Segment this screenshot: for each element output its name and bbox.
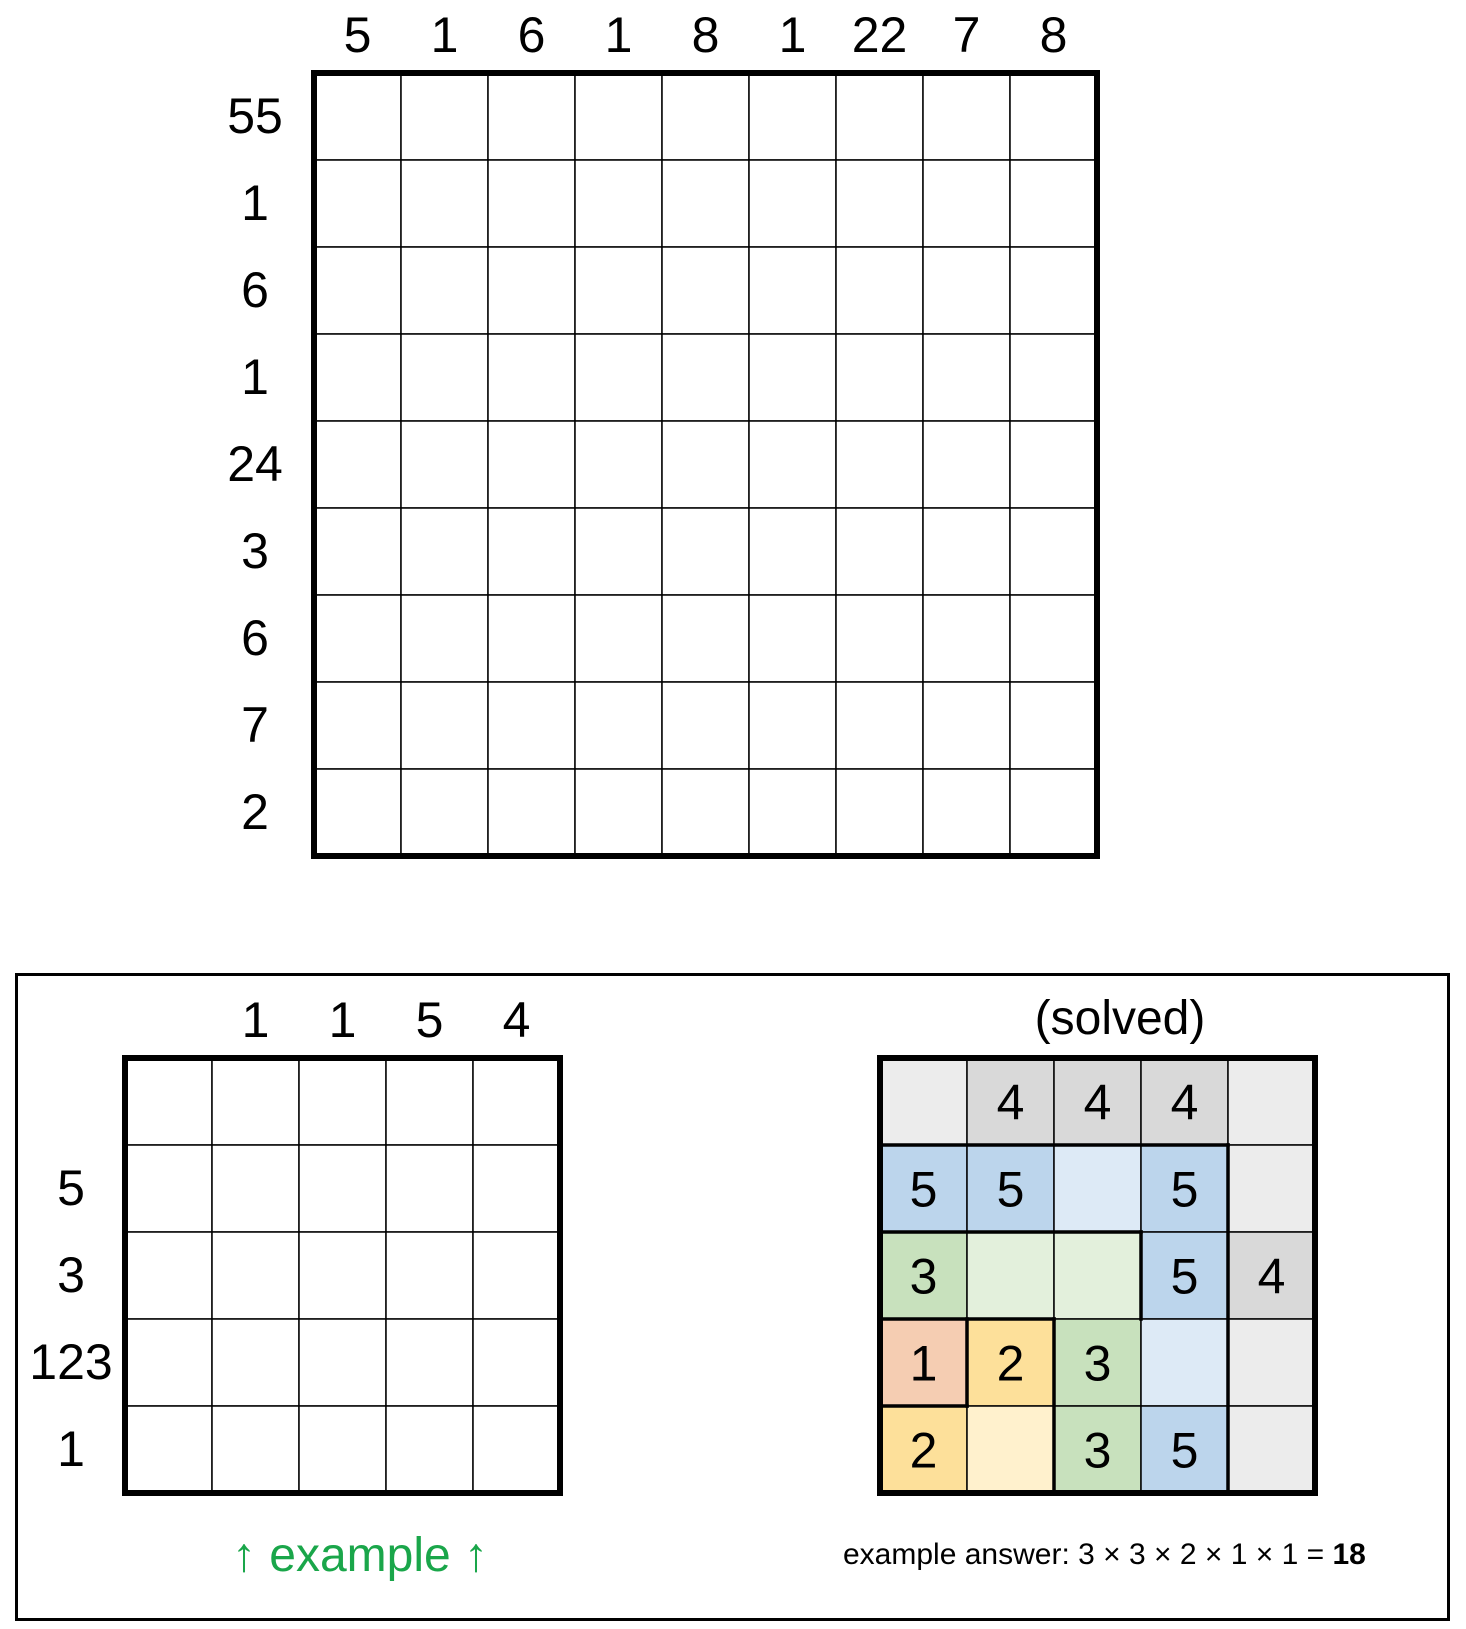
main-column-clue: 8: [691, 7, 720, 63]
example-grid-cell: [386, 1058, 473, 1145]
main-grid-cell[interactable]: [488, 508, 575, 595]
main-grid-cell[interactable]: [314, 508, 401, 595]
main-column-clue: 8: [1039, 7, 1068, 63]
main-grid-cell[interactable]: [401, 769, 488, 856]
main-grid-cell[interactable]: [488, 160, 575, 247]
main-grid-cell[interactable]: [749, 508, 836, 595]
example-answer-value: 18: [1332, 1538, 1366, 1571]
example-grid-cell: [473, 1319, 560, 1406]
example-grid-cell: [299, 1058, 386, 1145]
solved-label: (solved): [1034, 992, 1206, 1045]
solved-cell-number: 2: [909, 1422, 938, 1479]
main-grid-cell[interactable]: [575, 682, 662, 769]
example-column-clue: 1: [241, 992, 270, 1048]
main-grid-cell[interactable]: [314, 595, 401, 682]
example-grid-cell: [125, 1232, 212, 1319]
main-grid-cell[interactable]: [923, 73, 1010, 160]
main-grid-cell[interactable]: [662, 160, 749, 247]
main-grid-cell[interactable]: [662, 595, 749, 682]
main-grid-cell[interactable]: [836, 595, 923, 682]
main-grid-cell[interactable]: [923, 160, 1010, 247]
solved-cell: [967, 1406, 1054, 1493]
main-grid-cell[interactable]: [836, 508, 923, 595]
main-grid-cell[interactable]: [314, 247, 401, 334]
main-grid-cell[interactable]: [749, 73, 836, 160]
example-answer-prefix: example answer: 3 × 3 × 2 × 1 × 1 =: [843, 1538, 1333, 1571]
main-grid-cell[interactable]: [488, 73, 575, 160]
main-grid-cell[interactable]: [923, 769, 1010, 856]
example-row-clue: 5: [57, 1160, 85, 1216]
main-grid-cell[interactable]: [1010, 508, 1097, 595]
example-grid-cell: [386, 1406, 473, 1493]
solved-cell: [880, 1058, 967, 1145]
solved-cell-number: 1: [909, 1335, 938, 1392]
main-grid-cell[interactable]: [488, 247, 575, 334]
example-grid-cell: [212, 1319, 299, 1406]
main-column-clue: 22: [851, 7, 908, 63]
main-grid-cell[interactable]: [749, 769, 836, 856]
main-grid-cell[interactable]: [662, 421, 749, 508]
example-row-clue: 1: [57, 1421, 85, 1477]
main-grid-cell[interactable]: [401, 247, 488, 334]
example-grid-cell: [473, 1232, 560, 1319]
main-grid-cell[interactable]: [575, 73, 662, 160]
main-grid-cell[interactable]: [749, 160, 836, 247]
solved-cell-number: 4: [1257, 1248, 1286, 1305]
solved-cell-number: 2: [996, 1335, 1025, 1392]
main-row-clue: 55: [227, 88, 283, 144]
main-grid-cell[interactable]: [575, 508, 662, 595]
main-grid-cell[interactable]: [1010, 595, 1097, 682]
example-grid: [122, 1055, 563, 1496]
main-column-clue: 5: [343, 7, 372, 63]
main-column-clue: 1: [604, 7, 633, 63]
main-grid-cell[interactable]: [662, 334, 749, 421]
main-grid-cell[interactable]: [575, 334, 662, 421]
main-grid-cell[interactable]: [314, 160, 401, 247]
main-grid-cell[interactable]: [923, 421, 1010, 508]
example-grid-cell: [299, 1406, 386, 1493]
solved-cell-number: 5: [909, 1161, 938, 1218]
main-grid-cell[interactable]: [1010, 160, 1097, 247]
main-grid-cell[interactable]: [749, 682, 836, 769]
solved-cell: [1228, 1145, 1315, 1232]
example-column-clue: 4: [502, 992, 531, 1048]
main-grid-cell[interactable]: [836, 421, 923, 508]
main-grid-cell[interactable]: [1010, 247, 1097, 334]
example-grid-cell: [212, 1232, 299, 1319]
solved-cell: [1054, 1232, 1141, 1319]
main-column-clue: 1: [778, 7, 807, 63]
main-grid-cell[interactable]: [314, 769, 401, 856]
solved-cell-number: 3: [1083, 1335, 1112, 1392]
main-grid-cell[interactable]: [836, 334, 923, 421]
main-row-clue: 6: [241, 610, 269, 666]
main-grid-cell[interactable]: [749, 334, 836, 421]
main-grid-cell[interactable]: [401, 508, 488, 595]
main-grid-cell[interactable]: [662, 73, 749, 160]
solved-example-grid: [877, 1055, 1318, 1496]
example-grid-cell: [473, 1145, 560, 1232]
main-grid-cell[interactable]: [836, 682, 923, 769]
solved-cell: [1228, 1058, 1315, 1145]
main-grid-cell[interactable]: [662, 247, 749, 334]
main-grid-svg: [311, 70, 1100, 859]
example-grid-cell: [212, 1145, 299, 1232]
main-grid-cell[interactable]: [401, 73, 488, 160]
example-caption: ↑ example ↑: [231, 1529, 489, 1582]
main-grid-cell[interactable]: [1010, 334, 1097, 421]
main-grid-cell[interactable]: [923, 595, 1010, 682]
main-row-clue: 7: [241, 697, 269, 753]
main-grid-cell[interactable]: [836, 769, 923, 856]
main-grid-cell[interactable]: [488, 682, 575, 769]
main-grid-cell[interactable]: [401, 595, 488, 682]
example-grid-cell: [386, 1319, 473, 1406]
main-grid-cell[interactable]: [575, 160, 662, 247]
example-row-clue: 123: [29, 1334, 113, 1390]
example-grid-cell: [125, 1319, 212, 1406]
solved-cell: [967, 1232, 1054, 1319]
example-answer: [843, 1540, 1366, 1570]
solved-cell: [1141, 1319, 1228, 1406]
example-grid-cell: [473, 1058, 560, 1145]
main-grid-cell[interactable]: [575, 769, 662, 856]
main-grid-cell[interactable]: [749, 421, 836, 508]
main-row-clue: 2: [241, 784, 269, 840]
main-grid-cell[interactable]: [662, 508, 749, 595]
main-row-clue: 1: [241, 175, 269, 231]
main-grid-cell[interactable]: [923, 247, 1010, 334]
example-grid-cell: [212, 1406, 299, 1493]
example-grid-cell: [212, 1058, 299, 1145]
main-row-clue: 3: [241, 523, 269, 579]
example-row-clue: 3: [57, 1247, 85, 1303]
main-grid-cell[interactable]: [401, 334, 488, 421]
main-grid-cell[interactable]: [488, 769, 575, 856]
main-puzzle-grid[interactable]: [311, 70, 1100, 859]
example-grid-cell: [125, 1406, 212, 1493]
main-grid-cell[interactable]: [923, 334, 1010, 421]
main-grid-cell[interactable]: [488, 421, 575, 508]
main-grid-cell[interactable]: [836, 160, 923, 247]
main-grid-cell[interactable]: [1010, 73, 1097, 160]
main-grid-cell[interactable]: [662, 769, 749, 856]
example-column-clue: 5: [415, 992, 444, 1048]
main-grid-cell[interactable]: [488, 334, 575, 421]
example-grid-cell: [125, 1058, 212, 1145]
solved-cell-number: 3: [909, 1248, 938, 1305]
example-grid-cell: [299, 1319, 386, 1406]
example-grid-cell: [473, 1406, 560, 1493]
main-grid-cell[interactable]: [575, 247, 662, 334]
example-grid-cell: [386, 1145, 473, 1232]
main-row-clue: 24: [227, 436, 283, 492]
example-grid-cell: [125, 1145, 212, 1232]
solved-cell-number: 4: [996, 1074, 1025, 1131]
main-grid-cell[interactable]: [488, 595, 575, 682]
main-grid-cell[interactable]: [1010, 682, 1097, 769]
main-grid-cell[interactable]: [401, 421, 488, 508]
main-column-clue: 7: [952, 7, 981, 63]
main-grid-cell[interactable]: [836, 73, 923, 160]
main-grid-cell[interactable]: [662, 682, 749, 769]
example-grid-cell: [386, 1232, 473, 1319]
solved-cell-number: 4: [1170, 1074, 1199, 1131]
main-grid-cell[interactable]: [923, 682, 1010, 769]
solved-grid-svg: [877, 1055, 1318, 1496]
main-grid-cell[interactable]: [1010, 421, 1097, 508]
main-grid-cell[interactable]: [401, 160, 488, 247]
main-grid-cell[interactable]: [923, 508, 1010, 595]
solved-cell-number: 5: [1170, 1161, 1199, 1218]
main-grid-cell[interactable]: [314, 73, 401, 160]
solved-cell-number: 5: [996, 1161, 1025, 1218]
example-grid-cell: [299, 1232, 386, 1319]
solved-cell: [1228, 1406, 1315, 1493]
main-grid-cell[interactable]: [749, 247, 836, 334]
main-column-clue: 6: [517, 7, 546, 63]
solved-cell-number: 5: [1170, 1422, 1199, 1479]
main-column-clue: 1: [430, 7, 459, 63]
main-grid-cell[interactable]: [314, 682, 401, 769]
main-grid-cell[interactable]: [749, 595, 836, 682]
solved-cell-number: 4: [1083, 1074, 1112, 1131]
main-grid-cell[interactable]: [575, 595, 662, 682]
main-grid-cell[interactable]: [314, 334, 401, 421]
example-grid-svg: [122, 1055, 563, 1496]
solved-cell: [1228, 1319, 1315, 1406]
main-grid-cell[interactable]: [836, 247, 923, 334]
example-column-clue: 1: [328, 992, 357, 1048]
main-grid-cell[interactable]: [401, 682, 488, 769]
solved-cell: [1054, 1145, 1141, 1232]
example-grid-cell: [299, 1145, 386, 1232]
solved-cell-number: 3: [1083, 1422, 1112, 1479]
main-grid-cell[interactable]: [575, 421, 662, 508]
main-row-clue: 1: [241, 349, 269, 405]
solved-cell-number: 5: [1170, 1248, 1199, 1305]
main-row-clue: 6: [241, 262, 269, 318]
main-grid-cell[interactable]: [314, 421, 401, 508]
main-grid-cell[interactable]: [1010, 769, 1097, 856]
